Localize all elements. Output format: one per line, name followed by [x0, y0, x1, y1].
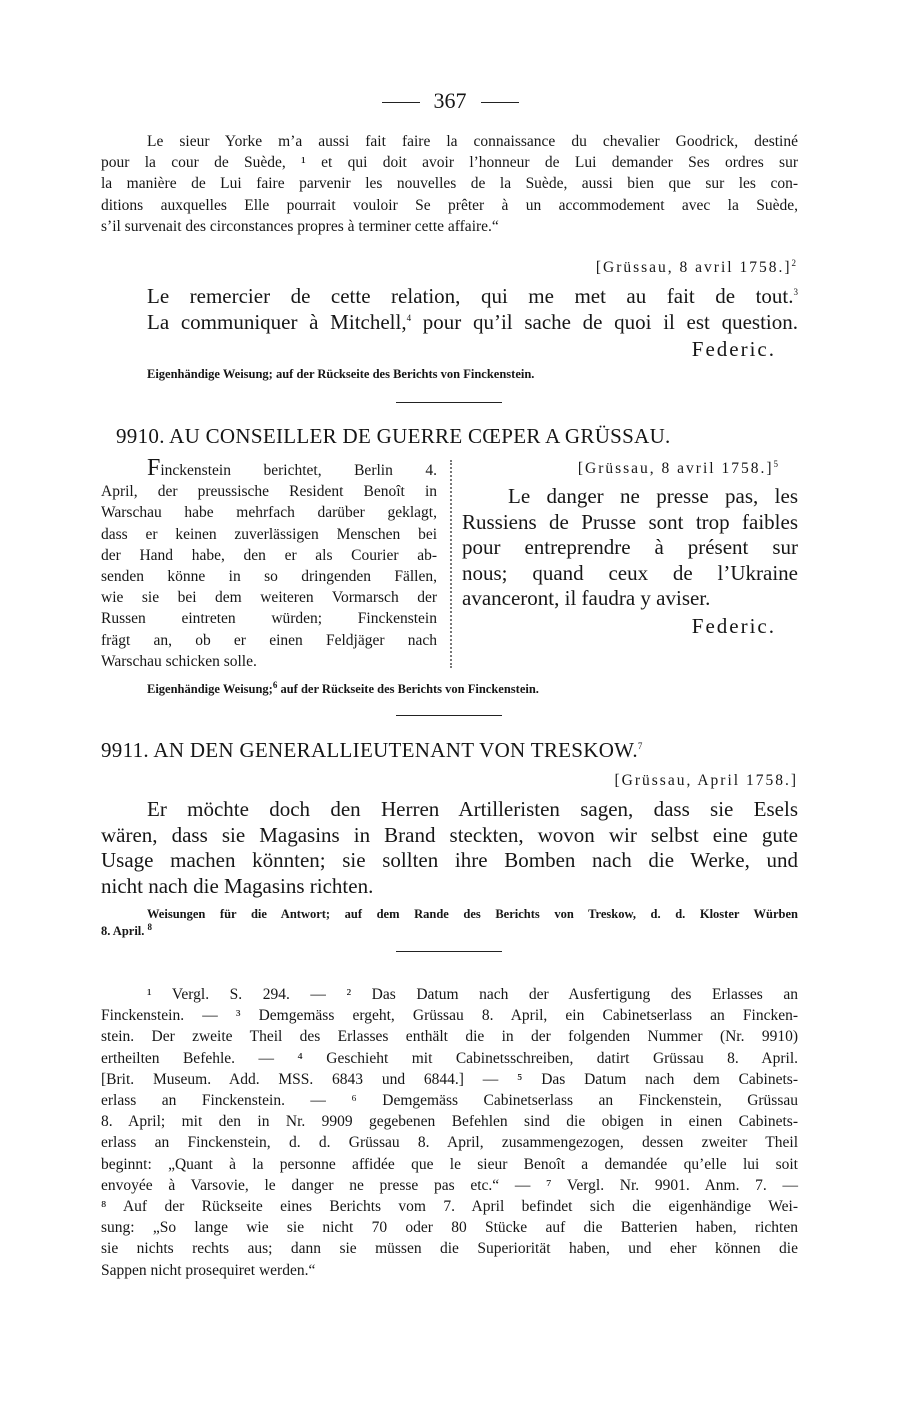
right-dash	[481, 102, 519, 103]
text-line	[147, 284, 798, 310]
drop-cap: F	[147, 455, 161, 481]
text-line: April, der preussische Resident Benoît in	[101, 483, 437, 501]
signature-9910: Federic.	[691, 614, 776, 638]
footnote-ref: 4	[406, 312, 412, 323]
source-note-9911	[101, 906, 798, 940]
footnote-ref: 8	[147, 921, 153, 932]
footnote-line: sung: „So lange wie sie nicht 70 oder 80 Stücke auf die Batterien haben, richten	[101, 1219, 798, 1237]
text-line: Russen eintreten würden; Finckenstein	[101, 610, 437, 628]
text-line: dass er keinen zuverlässigen Menschen bei	[101, 525, 437, 543]
dateline-9910	[462, 458, 780, 479]
source-note-9910	[147, 681, 844, 698]
footnote-line: 8. April; mit den in Nr. 9909 gegebenen Befehlen sind die obigen in einen Cabinets-	[101, 1113, 798, 1131]
left-dash	[382, 102, 420, 103]
footnote-line: ⁸ Auf der Rückseite eines Berichts vom 7. April befindet sich die eigenhändige Wei-	[101, 1198, 798, 1216]
text-line: Warschau habe mehrfach darüber geklagt,	[101, 504, 437, 522]
page-number-line	[0, 88, 900, 114]
text-line: nous; quand ceux de l’Ukraine	[462, 560, 798, 585]
text-line: s’il survenait des circonstances propres à terminer cette affaire.“	[101, 217, 499, 235]
text-line	[101, 455, 437, 481]
letter-9911-body	[101, 797, 798, 899]
heading-9911	[101, 738, 643, 763]
text-line: pour la cour de Suède, ¹ et qui doit avoir l’honneur de Lui demander Ses ordres sur	[101, 154, 798, 172]
dateline-text: [Grüssau, 8 avril 1758.]	[577, 460, 774, 477]
footnote-ref: 5	[773, 458, 780, 469]
letter-9909-body	[147, 284, 798, 335]
text-line: la manière de Lui faire parvenir les nouvelles de la Suède, aussi bien que sur les con-	[101, 175, 798, 193]
section-divider	[396, 951, 502, 952]
text-line: ditions auxquelles Elle pourrait vouloir Se prêter à un accommodement avec la Suède,	[101, 196, 798, 214]
text-line: nicht nach die Magasins richten.	[101, 873, 374, 898]
footnotes	[101, 984, 798, 1281]
text-line: wie sie bei dem weiteren Vormarsch der	[101, 589, 437, 607]
summary-9910	[101, 455, 437, 672]
dateline-9911: [Grüssau, April 1758.]	[614, 772, 798, 789]
text-line: frägt an, ob er einen Feldjäger nach	[101, 631, 437, 649]
text-line	[147, 310, 798, 336]
column-separator	[450, 460, 452, 668]
text-span: inckenstein berichtet, Berlin 4.	[160, 462, 437, 479]
signature-9909: Federic.	[691, 337, 776, 361]
heading-9910: 9910. AU CONSEILLER DE GUERRE CŒPER A GRÜSSAU.	[116, 424, 671, 448]
text-line: pour entreprendre à présent sur	[462, 535, 798, 559]
intro-paragraph	[101, 131, 798, 237]
text-span: Le remercier de cette relation, qui me met au fait de tout.	[147, 284, 794, 308]
footnote-line: erlass an Finckenstein, d. d. Grüssau 8. April, zusammengezogen, dessen zweiter Theil	[101, 1134, 798, 1152]
source-note-9909: Eigenhändige Weisung; auf der Rückseite des Berichts von Finckenstein.	[147, 367, 535, 381]
footnote-line: stein. Der zweite Theil des Erlasses enthält die in der folgenden Nummer (Nr. 9910)	[101, 1028, 798, 1046]
footnote-line: sie nichts rechts aus; dann sie müssen die Superiorität haben, und eher können die	[101, 1240, 798, 1258]
footnote-line: ertheilten Befehle. — ⁴ Geschieht mit Cabinetsschreiben, datirt Grüssau 8. April.	[101, 1049, 798, 1067]
text-line: Warschau schicken solle.	[101, 652, 257, 670]
text-line: Le sieur Yorke m’a aussi fait faire la connaissance du chevalier Goodrick, destiné	[147, 133, 798, 150]
text-line: wären, dass sie Magasins in Brand steckten, wovon wir selbst eine gute	[101, 822, 798, 847]
text-line: Er möchte doch den Herren Artilleristen sagen, dass sie Esels	[147, 797, 798, 821]
text-span: pour qu’il sache de quoi il est question.	[411, 309, 798, 334]
text-line: Le danger ne presse pas, les	[508, 484, 798, 508]
footnote-ref: 2	[791, 257, 798, 268]
text-span: auf der Rückseite des Berichts von Finckenstein.	[277, 682, 539, 696]
footnote-line: beginnt: „Quant à la personne affidée que le sieur Benoît a demandée qu’elle lui soit	[101, 1155, 798, 1173]
text-line: avanceront, il faudra y aviser.	[462, 586, 711, 610]
letter-9910-body	[462, 484, 798, 612]
text-line: senden könne in so dringenden Fällen,	[101, 568, 437, 586]
text-line	[101, 923, 798, 940]
section-divider	[396, 715, 502, 716]
footnote-line: envoyée à Varsovie, le danger ne presse pas etc.“ — ⁷ Vergl. Nr. 9901. Anm. 7. —	[101, 1176, 798, 1194]
dateline-text: [Grüssau, 8 avril 1758.]	[595, 259, 792, 276]
footnote-line: Sappen nicht prosequiret werden.“	[101, 1261, 316, 1279]
footnote-ref: 6	[272, 679, 278, 690]
footnote-line: Finckenstein. — ³ Demgemäss ergeht, Grüssau 8. April, ein Cabinetserlass an Fincken-	[101, 1007, 798, 1025]
text-span: La communiquer à Mitchell,	[147, 309, 407, 334]
text-line: Weisungen für die Antwort; auf dem Rande des Berichts von Treskow, d. d. Kloster Würben	[147, 907, 798, 921]
footnote-ref: 3	[793, 287, 798, 297]
dateline-9909	[101, 257, 798, 278]
heading-text: 9911. AN DEN GENERALLIEUTENANT VON TRESKOW.	[101, 738, 638, 762]
text-line: Usage machen könnten; sie sollten ihre Bomben nach die Werke, und	[101, 848, 798, 872]
text-line: Russiens de Prusse sont trop faibles	[462, 509, 798, 534]
text-span: Eigenhändige Weisung;	[147, 682, 273, 696]
section-divider	[396, 402, 502, 403]
text-line: der Hand habe, den er als Courier ab-	[101, 546, 437, 564]
page-number: 367	[433, 88, 467, 113]
text-span: 8. April.	[101, 924, 145, 938]
footnote-ref: 7	[637, 741, 643, 751]
footnote-line: erlass an Finckenstein. — ⁶ Demgemäss Cabinetserlass an Finckenstein, Grüssau	[101, 1092, 798, 1110]
footnote-line: ¹ Vergl. S. 294. — ² Das Datum nach der Ausfertigung des Erlasses an	[147, 986, 798, 1003]
footnote-line: [Brit. Museum. Add. MSS. 6843 und 6844.] — ⁵ Das Datum nach dem Cabinets-	[101, 1070, 798, 1088]
